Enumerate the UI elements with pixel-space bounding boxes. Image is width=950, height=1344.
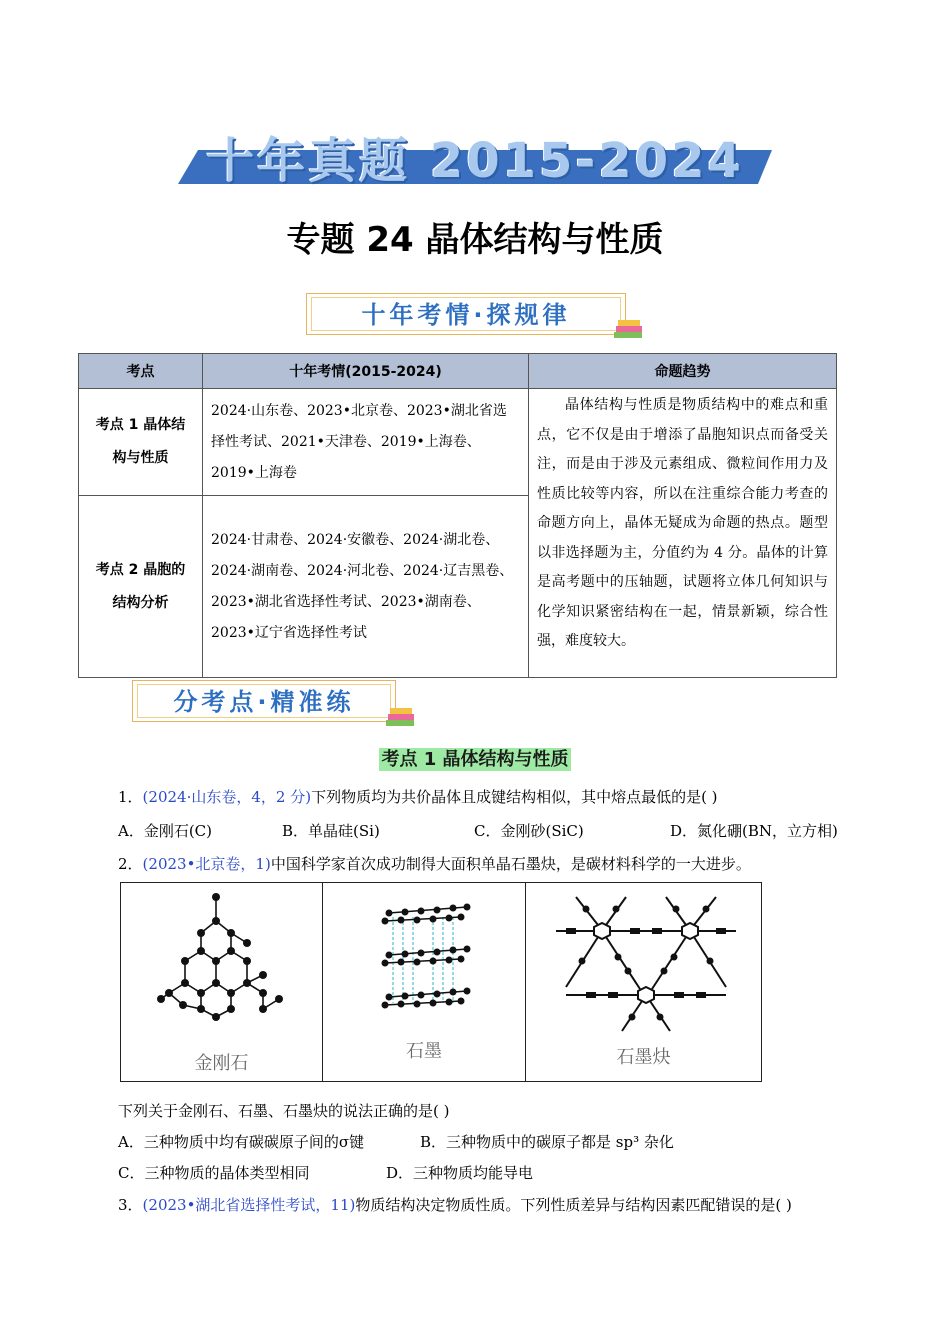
section-banner-practice-label: 分考点·精准练 [137,684,391,718]
section-banner-trends-label: 十年考情·探规律 [311,297,621,331]
kp1-line1: 考点 1 晶体结 [95,417,186,433]
kp2-line2: 结构分析 [112,594,169,611]
books-icon [612,316,646,342]
table-header-years: 十年考情(2015-2024) [203,354,529,389]
kp1-heading-text: 考点 1 晶体结构与性质 [381,749,569,770]
q1-option-b: B．单晶硅(Si) [282,822,380,840]
q3-source: (2023•湖北省选择性考试，11) [142,1196,356,1214]
graphite-structure [322,883,525,1081]
kp2-cell [79,496,203,678]
question-2 [118,853,751,874]
exam-trend-table [78,353,837,678]
graphdiyne-structure [525,883,761,1081]
q3-number: 3． [118,1196,143,1214]
title-banner [178,120,772,189]
table-header-trend: 命题趋势 [529,354,837,389]
q2-option-a: A．三种物质中均有碳碳原子间的σ键 [118,1133,365,1151]
diamond-label: 金刚石 [194,1053,249,1074]
section-banner-practice [132,680,396,722]
question-1 [118,786,718,807]
kp1-cell [79,389,203,496]
q1-option-d: D．氮化硼(BN，立方相) [670,822,838,840]
kp1-line2: 构与性质 [112,450,169,466]
graphite-lattice-image [323,887,525,1037]
q2-option-c: C．三种物质的晶体类型相同 [118,1164,310,1182]
books-icon [384,704,418,730]
kp1-heading [0,745,950,771]
kp1-years: 2024·山东卷、2023•北京卷、2023•湖北省选择性考试、2021•天津卷、2019•上海卷、2019•上海卷 [203,389,529,496]
q2-number: 2． [118,855,143,873]
graphdiyne-lattice-image [526,883,762,1043]
q2-source: (2023•北京卷，1) [142,855,271,873]
q3-text: 物质结构决定物质性质。下列性质差异与结构因素匹配错误的是( ) [355,1196,792,1214]
q2-text: 中国科学家首次成功制得大面积单晶石墨炔，是碳材料科学的一大进步。 [270,855,751,873]
kp2-line1: 考点 2 晶胞的 [95,561,186,578]
kp2-years: 2024·甘肃卷、2024·安徽卷、2024·湖北卷、2024·湖南卷、2024·河北卷、2024·辽吉黑卷、2023•湖北省选择性考试、2023•湖南卷、2023•辽宁省选择性考试 [203,496,529,678]
q2-option-d: D．三种物质均能导电 [386,1164,534,1182]
diamond-lattice-image [121,887,321,1037]
q1-option-c: C．金刚砂(SiC) [474,822,584,840]
q1-source: (2024·山东卷，4，2 分) [142,788,312,806]
q2-stem: 下列关于金刚石、石墨、石墨炔的说法正确的是( ) [118,1102,450,1120]
table-row [79,389,837,496]
section-banner-trends [306,293,626,335]
table-header-row [79,354,837,389]
trend-cell: 晶体结构与性质是物质结构中的难点和重点，它不仅是由于增添了晶胞知识点而备受关注，而是由于涉及元素组成、微粒间作用力及性质比较等内容，所以在注重综合能力考查的命题方向上，晶体无疑成为命题的热点。题型以非选择题为主，分值约为 4 分。晶体的计算是高考题中的压轴题，试题将立体几何知识与化学知识紧密结构在一起，情景新颖，综合性强，难度较大。 [529,389,837,678]
carbon-structures-figure [120,882,762,1082]
table-header-kp: 考点 [79,354,203,389]
q1-text: 下列物质均为共价晶体且成键结构相似，其中熔点最低的是( ) [311,788,718,806]
document-title: 专题 24 晶体结构与性质 [286,220,664,260]
graphdiyne-label: 石墨炔 [616,1047,671,1068]
question-3 [118,1194,792,1215]
q2-option-b: B．三种物质中的碳原子都是 sp³ 杂化 [420,1133,674,1151]
graphite-label: 石墨 [406,1041,442,1062]
q1-number: 1． [118,788,143,806]
banner-text: 十年真题 2015-2024 [206,133,744,189]
q1-option-a: A．金刚石(C) [118,822,213,840]
diamond-structure [121,883,322,1081]
